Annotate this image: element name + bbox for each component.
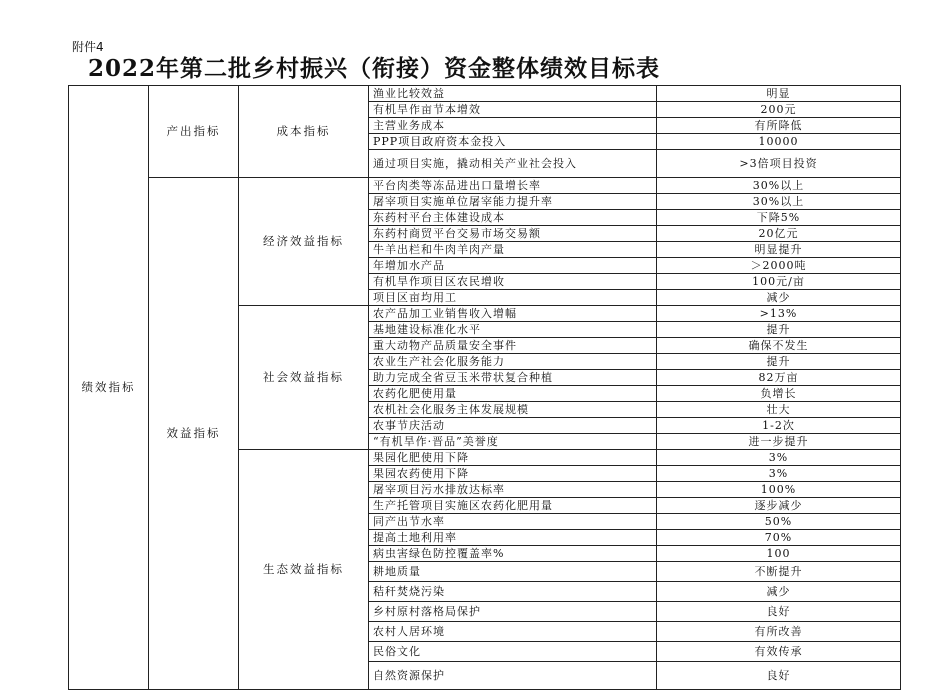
target-value-cell: 10000 [657, 134, 901, 150]
indicator-cell: “有机旱作·晋品”美誉度 [369, 434, 657, 450]
target-value-cell: 20亿元 [657, 226, 901, 242]
target-value-cell: 良好 [657, 662, 901, 690]
target-value-cell: 100% [657, 482, 901, 498]
target-value-cell: 30%以上 [657, 178, 901, 194]
indicator-cell: 农机社会化服务主体发展规模 [369, 402, 657, 418]
target-value-cell: 3% [657, 450, 901, 466]
target-value-cell: 进一步提升 [657, 434, 901, 450]
indicator-cell: 牛羊出栏和牛肉羊肉产量 [369, 242, 657, 258]
level1-cell: 绩效指标 [69, 86, 149, 690]
target-value-cell: 明显 [657, 86, 901, 102]
target-value-cell: 明显提升 [657, 242, 901, 258]
target-value-cell: 200元 [657, 102, 901, 118]
indicator-cell: 基地建设标准化水平 [369, 322, 657, 338]
target-value-cell: 有所降低 [657, 118, 901, 134]
indicator-cell: 耕地质量 [369, 562, 657, 582]
level2-output-cell: 产出指标 [149, 86, 239, 178]
attachment-label: 附件4 [72, 40, 104, 54]
indicator-cell: 提高土地利用率 [369, 530, 657, 546]
target-value-cell: 提升 [657, 322, 901, 338]
target-value-cell: 50% [657, 514, 901, 530]
indicator-cell: 助力完成全省豆玉米带状复合种植 [369, 370, 657, 386]
target-value-cell: >3倍项目投资 [657, 150, 901, 178]
performance-target-table [68, 85, 901, 690]
indicator-cell: 项目区亩均用工 [369, 290, 657, 306]
indicator-cell: 有机旱作项目区农民增收 [369, 274, 657, 290]
target-value-cell: 提升 [657, 354, 901, 370]
target-value-cell: 3% [657, 466, 901, 482]
indicator-cell: 农产品加工业销售收入增幅 [369, 306, 657, 322]
target-value-cell: 确保不发生 [657, 338, 901, 354]
target-value-cell: 下降5% [657, 210, 901, 226]
target-value-cell: >13% [657, 306, 901, 322]
target-value-cell: ＞2000吨 [657, 258, 901, 274]
level3-cost-cell: 成本指标 [239, 86, 369, 178]
target-value-cell: 100元/亩 [657, 274, 901, 290]
indicator-cell: 同产出节水率 [369, 514, 657, 530]
level3-economic-cell: 经济效益指标 [239, 178, 369, 306]
target-value-cell: 100 [657, 546, 901, 562]
target-value-cell: 有效传承 [657, 642, 901, 662]
indicator-cell: 农事节庆活动 [369, 418, 657, 434]
indicator-cell: 东药村平台主体建设成本 [369, 210, 657, 226]
indicator-cell: 平台肉类等冻品进出口量增长率 [369, 178, 657, 194]
target-value-cell: 负增长 [657, 386, 901, 402]
level3-social-cell: 社会效益指标 [239, 306, 369, 450]
indicator-cell: PPP项目政府资本金投入 [369, 134, 657, 150]
target-value-cell: 1-2次 [657, 418, 901, 434]
target-value-cell: 减少 [657, 582, 901, 602]
indicator-cell: 病虫害绿色防控覆盖率% [369, 546, 657, 562]
indicator-cell: 年增加水产品 [369, 258, 657, 274]
indicator-cell: 屠宰项目实施单位屠宰能力提升率 [369, 194, 657, 210]
target-value-cell: 30%以上 [657, 194, 901, 210]
target-value-cell: 壮大 [657, 402, 901, 418]
target-value-cell: 不断提升 [657, 562, 901, 582]
indicator-cell: 乡村原村落格局保护 [369, 602, 657, 622]
indicator-cell: 主营业务成本 [369, 118, 657, 134]
indicator-cell: 农业生产社会化服务能力 [369, 354, 657, 370]
target-value-cell: 有所改善 [657, 622, 901, 642]
indicator-cell: 渔业比较效益 [369, 86, 657, 102]
level2-benefit-cell: 效益指标 [149, 178, 239, 690]
level3-ecological-cell: 生态效益指标 [239, 450, 369, 690]
target-value-cell: 82万亩 [657, 370, 901, 386]
indicator-cell: 生产托管项目实施区农药化肥用量 [369, 498, 657, 514]
indicator-cell: 重大动物产品质量安全事件 [369, 338, 657, 354]
page-title: 2022年第二批乡村振兴（衔接）资金整体绩效目标表 [88, 55, 661, 82]
indicator-cell: 屠宰项目污水排放达标率 [369, 482, 657, 498]
indicator-cell: 果园化肥使用下降 [369, 450, 657, 466]
indicator-cell: 有机旱作亩节本增效 [369, 102, 657, 118]
indicator-cell: 东药村商贸平台交易市场交易额 [369, 226, 657, 242]
indicator-cell: 果园农药使用下降 [369, 466, 657, 482]
indicator-cell: 农村人居环境 [369, 622, 657, 642]
indicator-cell: 秸秆焚烧污染 [369, 582, 657, 602]
indicator-cell: 自然资源保护 [369, 662, 657, 690]
indicator-cell: 农药化肥使用量 [369, 386, 657, 402]
indicator-cell: 民俗文化 [369, 642, 657, 662]
target-value-cell: 良好 [657, 602, 901, 622]
target-value-cell: 70% [657, 530, 901, 546]
indicator-cell: 通过项目实施，撬动相关产业社会投入 [369, 150, 657, 178]
target-value-cell: 逐步减少 [657, 498, 901, 514]
target-value-cell: 减少 [657, 290, 901, 306]
